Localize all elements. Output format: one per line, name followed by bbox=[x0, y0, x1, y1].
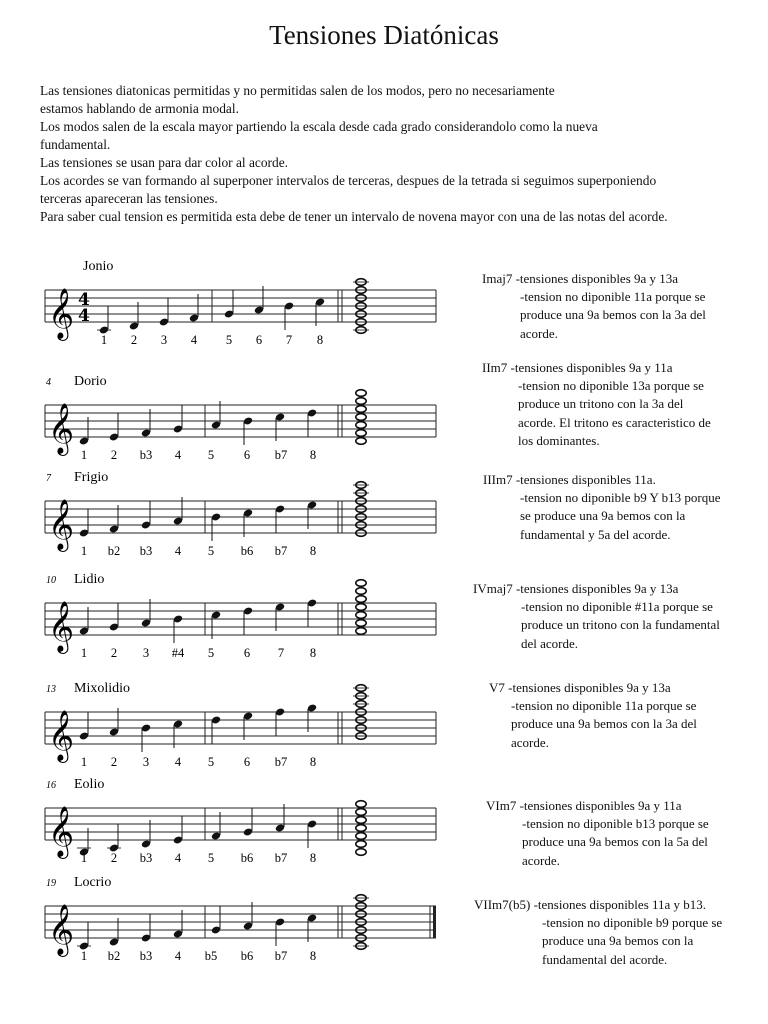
degree-label: 5 bbox=[207, 646, 215, 660]
treble-clef-icon: 𝄞 bbox=[48, 904, 75, 955]
chord-whole-note bbox=[356, 612, 366, 619]
degree-label: 5 bbox=[225, 333, 233, 347]
measure-number: 10 bbox=[46, 575, 56, 586]
degree-label: 1 bbox=[80, 851, 88, 865]
chord-tensions-line: V7 -tensiones disponibles 9a y 13a bbox=[489, 680, 671, 695]
degree-label: 8 bbox=[309, 544, 317, 558]
staff-5 bbox=[45, 681, 436, 769]
mode-name: Dorio bbox=[74, 374, 107, 389]
degree-label: b7 bbox=[274, 755, 288, 769]
degree-label: 5 bbox=[207, 851, 215, 865]
intro-line: Las tensiones diatonicas permitidas y no permitidas salen de los modos, pero no necesariamente bbox=[40, 83, 555, 98]
measure-number: 16 bbox=[46, 780, 56, 791]
tension-explanation-line: fundamental del acorde. bbox=[542, 951, 668, 967]
chord-whole-note bbox=[356, 604, 366, 611]
degree-label: 4 bbox=[174, 448, 182, 462]
degree-label: 1 bbox=[80, 448, 88, 462]
degree-label: 4 bbox=[174, 851, 182, 865]
staff-3 bbox=[45, 470, 436, 558]
degree-label: 8 bbox=[309, 448, 317, 462]
degree-label: 3 bbox=[160, 333, 168, 347]
degree-label: b3 bbox=[139, 544, 153, 558]
degree-label: 8 bbox=[309, 646, 317, 660]
tension-explanation-line: -tension no diponible b9 Y b13 porque bbox=[520, 490, 721, 506]
chord-whole-note bbox=[356, 596, 366, 603]
degree-label: 1 bbox=[80, 755, 88, 769]
degree-label: b3 bbox=[139, 851, 153, 865]
tension-explanation-line: -tension no diponible b9 porque se bbox=[542, 915, 723, 931]
measure-number: 7 bbox=[46, 473, 51, 484]
degree-label: 7 bbox=[285, 333, 293, 347]
chord-whole-note bbox=[356, 801, 366, 808]
degree-label: 8 bbox=[309, 949, 317, 963]
time-signature-bottom: 4 bbox=[78, 306, 90, 326]
degree-label: 8 bbox=[316, 333, 324, 347]
degree-label: 2 bbox=[110, 755, 118, 769]
intro-line: terceras apareceran las tensiones. bbox=[40, 191, 218, 206]
chord-whole-note bbox=[356, 825, 366, 832]
page-title: Tensiones Diatónicas bbox=[269, 20, 499, 50]
chord-whole-note bbox=[356, 588, 366, 595]
treble-clef-icon: 𝄞 bbox=[48, 710, 75, 761]
degree-label: 8 bbox=[309, 755, 317, 769]
tension-explanation-line: produce un tritono con la 3a del bbox=[518, 396, 684, 412]
degree-label: 2 bbox=[110, 851, 118, 865]
tension-explanation-line: los dominantes. bbox=[518, 432, 600, 448]
chord-whole-note bbox=[356, 628, 366, 635]
degree-label: b7 bbox=[274, 851, 288, 865]
tension-explanation-line: del acorde. bbox=[521, 635, 579, 651]
tension-explanation-line: se produce una 9a bemos con la bbox=[520, 508, 686, 524]
chord-tensions-line: VIm7 -tensiones disponibles 9a y 11a bbox=[486, 798, 682, 813]
chord-tensions-line: IIIm7 -tensiones disponibles 11a. bbox=[483, 472, 656, 487]
tension-explanation-line: -tension no diponible #11a porque se bbox=[521, 599, 713, 615]
tension-explanation-line: acorde. El tritono es caracteristico de bbox=[518, 414, 711, 430]
degree-label: 7 bbox=[277, 646, 285, 660]
degree-label: 2 bbox=[130, 333, 138, 347]
chord-whole-note bbox=[356, 833, 366, 840]
degree-label: b7 bbox=[274, 949, 288, 963]
degree-label: 6 bbox=[243, 646, 251, 660]
treble-clef-icon: 𝄞 bbox=[48, 499, 75, 550]
degree-label: 5 bbox=[207, 755, 215, 769]
staff-6 bbox=[45, 777, 436, 865]
degree-label: 4 bbox=[174, 949, 182, 963]
chord-tensions-line: IIm7 -tensiones disponibles 9a y 11a bbox=[482, 360, 673, 375]
chord-tensions-line: VIIm7(b5) -tensiones disponibles 11a y b13. bbox=[474, 897, 707, 912]
measure-number: 19 bbox=[46, 878, 56, 889]
intro-line: Los acordes se van formando al superponer intervalos de terceras, despues de la tetrada si seguimos superponiendo bbox=[40, 173, 657, 188]
degree-label: b2 bbox=[107, 544, 121, 558]
intro-line: estamos hablando de armonia modal. bbox=[40, 101, 239, 116]
mode-name: Locrio bbox=[74, 875, 112, 890]
chord-whole-note bbox=[356, 809, 366, 816]
chord-whole-note bbox=[356, 398, 366, 405]
chord-whole-note bbox=[356, 841, 366, 848]
chord-whole-note bbox=[356, 817, 366, 824]
chord-tensions-line: IVmaj7 -tensiones disponibles 9a y 13a bbox=[473, 581, 679, 596]
tension-explanation-line: -tension no diponible 11a porque se bbox=[520, 289, 706, 305]
degree-label: b2 bbox=[107, 949, 121, 963]
chord-whole-note bbox=[356, 422, 366, 429]
chord-whole-note bbox=[356, 406, 366, 413]
degree-label: 6 bbox=[243, 755, 251, 769]
tension-explanation-line: -tension no diponible b13 porque se bbox=[522, 816, 709, 832]
treble-clef-icon: 𝄞 bbox=[48, 403, 75, 454]
final-bar-thick bbox=[433, 906, 436, 938]
degree-label: 1 bbox=[80, 544, 88, 558]
degree-label: 6 bbox=[243, 448, 251, 462]
tension-explanation-line: produce una 9a bemos con la 3a del bbox=[511, 716, 697, 732]
tension-explanation-line: -tension no diponible 13a porque se bbox=[518, 378, 704, 394]
degree-label: b7 bbox=[274, 544, 288, 558]
chord-whole-note bbox=[356, 414, 366, 421]
staff-7 bbox=[45, 875, 436, 963]
intro-line: fundamental. bbox=[40, 137, 111, 152]
degree-label: b3 bbox=[139, 448, 153, 462]
treble-clef-icon: 𝄞 bbox=[48, 806, 75, 857]
degree-label: 3 bbox=[142, 755, 150, 769]
degree-label: b7 bbox=[274, 448, 288, 462]
treble-clef-icon: 𝄞 bbox=[48, 288, 75, 339]
mode-name: Jonio bbox=[83, 259, 114, 274]
degree-label: 1 bbox=[100, 333, 108, 347]
tension-explanation-line: acorde. bbox=[522, 852, 560, 868]
degree-label: 2 bbox=[110, 448, 118, 462]
degree-label: 8 bbox=[309, 851, 317, 865]
tension-explanation-line: acorde. bbox=[520, 325, 558, 341]
tension-explanation-line: acorde. bbox=[511, 734, 549, 750]
degree-label: 1 bbox=[80, 949, 88, 963]
mode-name: Mixolidio bbox=[74, 681, 131, 696]
intro-line: Para saber cual tension es permitida esta debe de tener un intervalo de novena mayor con una de las notas del acorde. bbox=[40, 209, 668, 224]
staff-4 bbox=[45, 572, 436, 660]
tension-explanation-line: fundamental y 5a del acorde. bbox=[520, 526, 671, 542]
chord-whole-note bbox=[356, 620, 366, 627]
chord-whole-note bbox=[356, 849, 366, 856]
measure-number: 13 bbox=[46, 684, 56, 695]
measure-number: 4 bbox=[46, 377, 51, 388]
degree-label: b6 bbox=[240, 851, 254, 865]
mode-name: Lidio bbox=[74, 572, 105, 587]
chord-tensions-line: Imaj7 -tensiones disponibles 9a y 13a bbox=[482, 271, 679, 286]
degree-label: b6 bbox=[240, 949, 254, 963]
degree-label: 4 bbox=[174, 755, 182, 769]
degree-label: 6 bbox=[255, 333, 263, 347]
degree-label: 1 bbox=[80, 646, 88, 660]
chord-whole-note bbox=[356, 580, 366, 587]
intro-line: Los modos salen de la escala mayor partiendo la escala desde cada grado considerandolo como la nueva bbox=[40, 119, 598, 134]
tension-explanation-line: produce una 9a bemos con la 5a del bbox=[522, 834, 708, 850]
degree-label: 2 bbox=[110, 646, 118, 660]
chord-whole-note bbox=[356, 430, 366, 437]
degree-label: 5 bbox=[207, 448, 215, 462]
mode-name: Eolio bbox=[74, 777, 105, 792]
degree-label: 3 bbox=[142, 646, 150, 660]
staff-2 bbox=[45, 374, 436, 462]
degree-label: #4 bbox=[171, 646, 185, 660]
chord-whole-note bbox=[356, 390, 366, 397]
tension-explanation-line: produce una 9a bemos con la bbox=[542, 933, 694, 949]
degree-label: b6 bbox=[240, 544, 254, 558]
intro-line: Las tensiones se usan para dar color al acorde. bbox=[40, 155, 288, 170]
treble-clef-icon: 𝄞 bbox=[48, 601, 75, 652]
time-signature-top: 4 bbox=[78, 290, 90, 310]
tension-explanation-line: produce una 9a bemos con la 3a del bbox=[520, 307, 706, 323]
degree-label: 4 bbox=[174, 544, 182, 558]
degree-label: b5 bbox=[204, 949, 218, 963]
mode-name: Frigio bbox=[74, 470, 109, 485]
tension-explanation-line: produce un tritono con la fundamental bbox=[521, 617, 720, 633]
degree-label: b3 bbox=[139, 949, 153, 963]
chord-whole-note bbox=[356, 438, 366, 445]
tension-explanation-line: -tension no diponible 11a porque se bbox=[511, 698, 697, 714]
degree-label: 5 bbox=[207, 544, 215, 558]
staff-1 bbox=[45, 259, 436, 347]
degree-label: 4 bbox=[190, 333, 198, 347]
